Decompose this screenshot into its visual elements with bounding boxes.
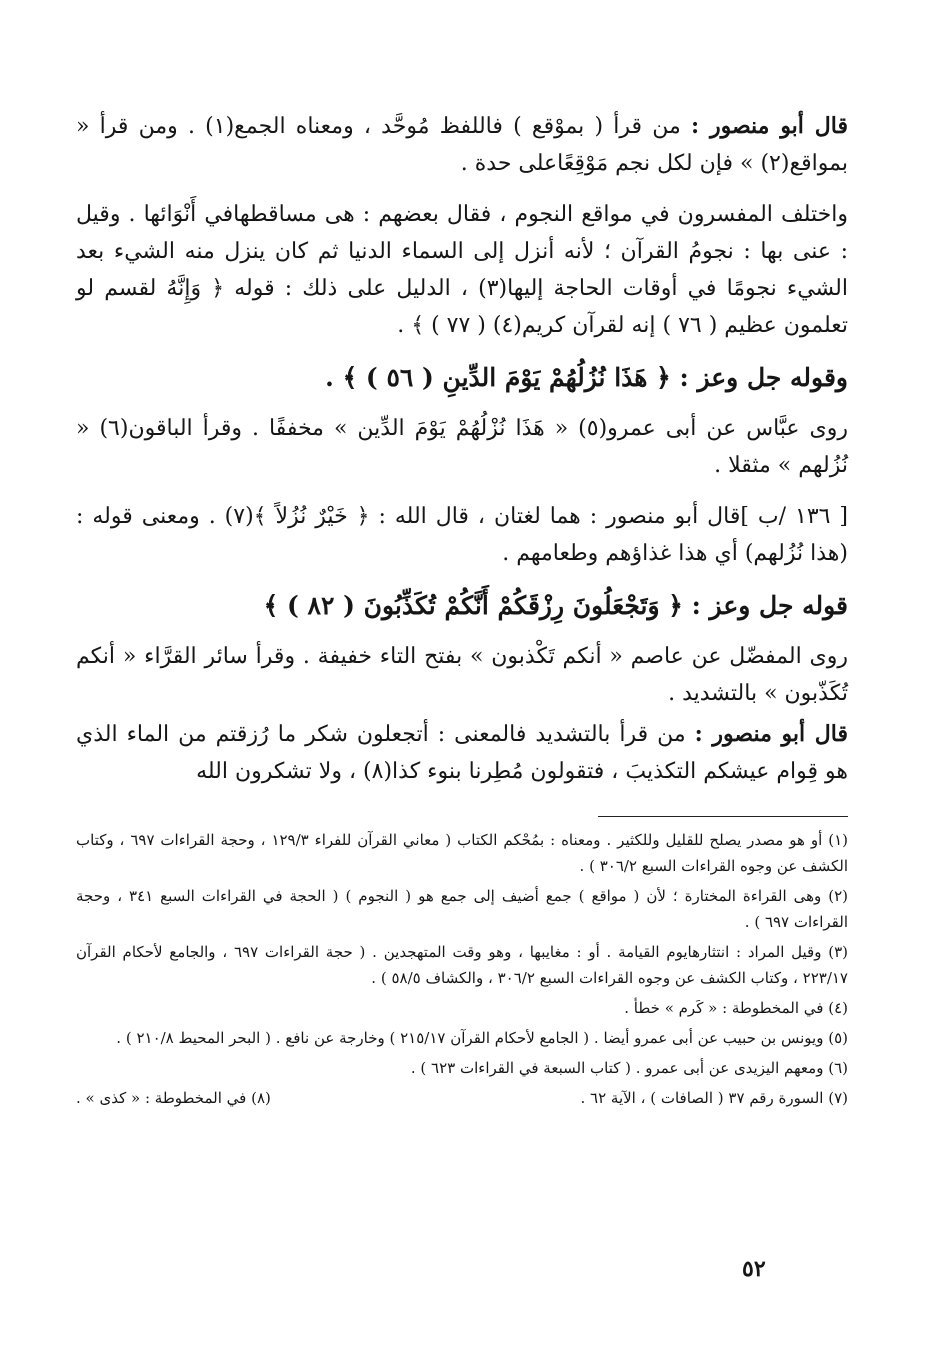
footnote: (٣) وقيل المراد : انتثارهايوم القيامة . أو : مغايبها ، وهو وقت المتهجدين . ( حجة القراءات ٦٩٧ ، والجامع لأحكام القرآن ٢٢٣/١٧ ، وكتاب الكشف عن وجوه القراءات السبع ٣٠٦/٢ ، والكشاف ٥٨/٥ ) . [76, 943, 849, 987]
footnotes [76, 827, 848, 1111]
paragraph-2: واختلف المفسرون في مواقع النجوم ، فقال بعضهم : هى مساقطهافي أَنْوَائها . وقيل : عنى بها : نجومُ القرآن ؛ لأنه أنزل إلى السماء الدنيا ثم كان ينزل منه الشيء بعد الشيء نجومًا في أوقات الحاجة إليها(٣) ، الدليل على ذلك : قوله ﴿ وَإِنَّهُ لقسم لو تعلمون عظيم ( ٧٦ ) إنه لقرآن كريم(٤) ( ٧٧ ) ﴾ . [76, 202, 848, 338]
footnote: (٧) السورة رقم ٣٧ ( الصافات ) ، الآية ٦٢ . [580, 1089, 848, 1107]
footnote: (٨) في المخطوطة : « كذى » . [76, 1089, 271, 1107]
footnote: (٢) وهى القراءة المختارة ؛ لأن ( مواقع ) جمع أضيف إلى جمع هو ( النجوم ) ( الحجة في القراءات السبع ٣٤١ ، وحجة القراءات ٦٩٧ ) . [76, 887, 848, 931]
paragraph-4: [ ١٣٦ /ب ]قال أبو منصور : هما لغتان ، قال الله : ﴿ خَيْرٌ نُزُلاً ﴾(٧) . ومعنى قوله : (هذا نُزُلهم) أي هذا غذاؤهم وطعامهم . [76, 504, 849, 566]
speaker-lead: قال أبو منصور : [694, 721, 848, 747]
footnote: (٦) ومعهم اليزيدى عن أبى عمرو . ( كتاب السبعة في القراءات ٦٢٣ ) . [410, 1059, 848, 1077]
paragraph-5: روى المفضّل عن عاصم « أنكم تَكْذبون » بفتح التاء خفيفة . وقرأ سائر القرَّاء « أنكم تُكَذّبون » بالتشديد . [76, 644, 848, 706]
page-number: ٥٢ [742, 1256, 766, 1282]
paragraph-1 [76, 108, 848, 182]
footnote: (٤) في المخطوطة : « كَرم » خطأ . [624, 999, 848, 1017]
verse-heading-2: قوله جل وعز : ﴿ وَتَجْعَلُونَ رِزْقَكُمْ أَنَّكُمْ تُكَذِّبُونَ ( ٨٢ ) ﴾ [263, 591, 848, 620]
footnote-row [76, 1085, 848, 1111]
footnote: (١) أو هو مصدر يصلح للقليل وللكثير . ومعناه : بمُحْكم الكتاب ( معاني القرآن للفراء ١٢٩/٣ ، وحجة القراءات ٦٩٧ ، وكتاب الكشف عن وجوه القراءات السبع ٣٠٦/٢ ) . [76, 831, 848, 875]
footnote: (٥) ويونس بن حبيب عن أبى عمرو أيضا . ( الجامع لأحكام القرآن ٢١٥/١٧ ) وخارجة عن نافع . ( البحر المحيط ٢١٠/٨ ) . [116, 1029, 848, 1047]
footnote-divider [598, 816, 848, 817]
speaker-lead: قال أبو منصور : [690, 113, 848, 139]
paragraph-text: من قرأ ( بموْقع ) فاللفظ مُوحَّد ، ومعناه الجمع(١) . ومن قرأ « بمواقع(٢) » فإن لكل نجم مَوْقِعًاعلى حدة . [76, 114, 848, 176]
paragraph-text: من قرأ بالتشديد فالمعنى : أتجعلون شكر ما رُزقتم من الماء الذي هو قِوام عيشكم التكذيبَ ، فتقولون مُطِرنا بنوء كذا(٨) ، ولا تشكرون الله [76, 722, 848, 784]
paragraph-3: روى عبَّاس عن أبى عمرو(٥) « هَذَا نُزْلُهُمْ يَوْمَ الدِّين » مخففًا . وقرأ الباقون(٦) « نُزُلهم » مثقلا . [76, 416, 848, 478]
verse-heading-1: وقوله جل وعز : ﴿ هَذَا نُزُلُهُمْ يَوْمَ الدِّينِ ( ٥٦ ) ﴾ . [325, 363, 848, 392]
paragraph-6 [76, 716, 848, 790]
